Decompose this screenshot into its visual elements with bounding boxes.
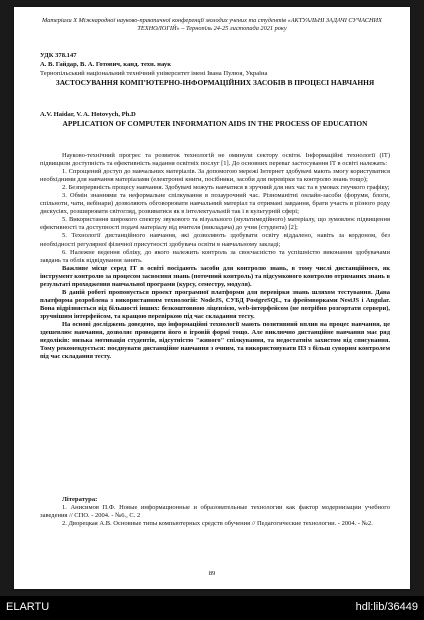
udc-code: УДК 378.147 [40,52,77,59]
paragraph-conclusion: На основі досліджень доведено, що інформаційні технології мають позитивний вплив на процес навчання, це здешевлює навчання, дозволяє проводити його в ігровій формі тощо. Але виключно дистанційне навчання має ряд недоліків: низька мотивація студентів, відсутністю "живого" спілкування, та недостатнім захистом від списування. Тому рекомендується: поєднувати дистанційне навчання з очним, та використовувати ПЗ з більш суворим контролем під час складання тесту. [40,320,390,361]
affiliation: Тернопільський національний технічний університет імені Івана Пулюя, Україна [40,70,268,77]
reference-item: 2. Дворецкая А.В. Основные типы компьютерных средств обучения // Педагогические технологии. - 2004. - №2. [62,520,373,528]
title-ua: ЗАСТОСУВАННЯ КОМП’ЮТЕРНО-ІНФОРМАЦІЙНИХ ЗАСОБІВ В ПРОЦЕСІ НАВЧАННЯ [55,78,375,87]
title-en: APPLICATION OF COMPUTER INFORMATION AIDS IN THE PROCESS OF EDUCATION [62,119,368,128]
repository-name: ELARTU [6,601,50,613]
list-item-1: 1. Спрощений доступ до навчальних матеріалів. За допомогою мережі Інтернет здобувачі мають змогу користуватися необхідними для навчання матеріалами (електронні книги, посібники, засоби для перевірки та контролю знань тощо); [40,168,390,184]
references-heading: Література: [62,496,98,503]
paragraph-platform: В даній роботі пропонується проект програмної платформи для перевірки знань шляхом тестування. Дана платформа розроблена з використанням технологій: NodeJS, СУБД PostgreSQL, та фреймворками NestJS і Angular. Вона відрізняється від більшості інших: безкоштовною ліцензією, web-інтерфейсом (не потрібно розгортати сервери), зручнішим інтерфейсом, та кращою перевіркою під час складання тесту. [40,288,390,320]
reference-item: 1. Анисимов П.Ф. Новые информационные и образовательные технологии как фактор модернизации учебного заведения // СПО. - 2004. - №6., С. 2 [40,504,390,520]
paragraph-intro: Науково-технічний прогрес та розвиток технологій не оминули сектору освіти. Інформаційні технології (ІТ) підвищили доступність та ефективність надання освітніх послуг [1]. До основних переваг застосування ІТ в освіті належать: [40,152,390,168]
handle-link[interactable]: hdl:lib/36449 [355,601,418,613]
paragraph-control: Важливе місце серед ІТ в освіті посідають засоби для контролю знань, в тому числі дистанційного, як інструмент контролю за процесом засвоєння знань (поточний контроль) та підсумкового контролю отриманих знань в результаті проходження навчальної програми (курсу, семестру, модуля). [40,264,390,288]
page-number: 89 [208,570,216,577]
repository-footer [0,596,424,620]
list-item-4: 5. Використання широкого спектру звукового та візуального (мультимедійного) матеріалу, що зумовлює підвищення ефективності та доступності подачі матеріалу від вчителя (викладача) до учня (студента) [2]; [40,216,390,232]
list-item-6: 6. Належне ведення обліку, до якого належить контроль за своєчасністю та успішністю виконання здобувачами завдань та облік відвідування занять. [40,248,390,264]
list-item-2: 2. Безперервність процесу навчання. Здобувачі можуть навчатися в зручний для них час та в умовах гнучкого графіку; [62,184,390,192]
list-item-5: 5. Технології дистанційного навчання, які дозволяють здобувати освіту віддалено, навіть за кордоном, без необхідності регулярної фізичної присутності здобувача освіти в навчальному закладі; [40,232,390,248]
paper-page [14,7,410,589]
article-body [40,152,390,361]
authors-ua: А. В. Гайдар, В. А. Готович, канд. техн. наук [40,61,172,68]
conference-header: Матеріали Х Міжнародної науково-практичної конференції молодих учених та студентів «АКТУАЛЬНІ ЗАДАЧІ СУЧАСНИХ ТЕХНОЛОГІЙ» – Тернопіль 24-25 листопада 2021 року [42,17,382,32]
references [40,496,390,528]
list-item-3: 3. Обмін знаннями та неформальне спілкування в позаурочний час. Різноманітні онлайн-засоби (форуми, блоги, спільноти, чати, вебінари) дозволяють обговорювати навчальний матеріал та отримані завдання, брати участь в різного роду дискусіях, розширювати світогляд, розвиватися як в інтелектуальній так і в культурній сфері; [40,192,390,216]
authors-en: A.V. Haidar, V. A. Hotovych, Ph.D [40,111,136,118]
